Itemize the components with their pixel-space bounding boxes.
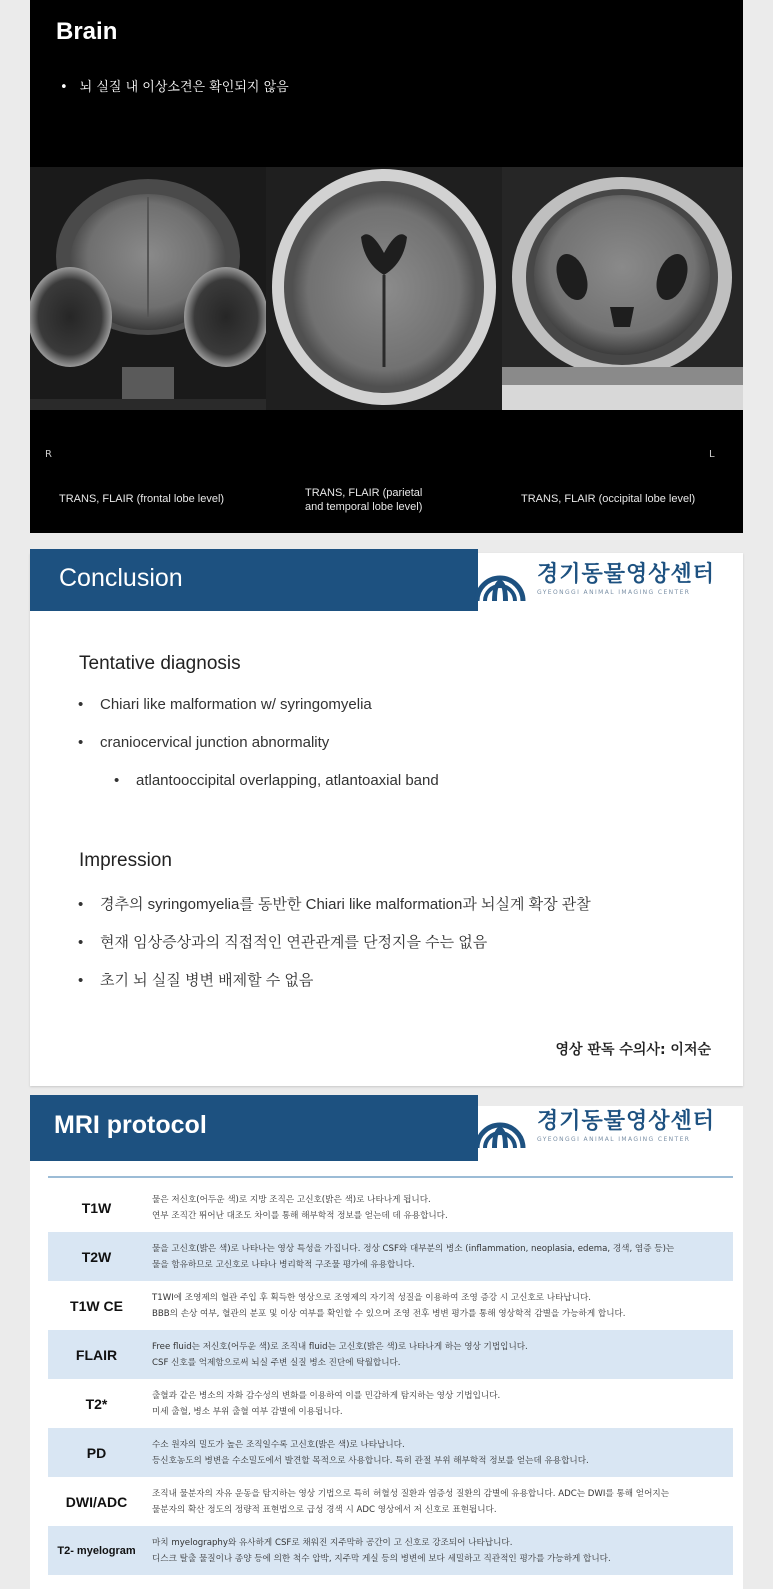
caption-occipital: TRANS, FLAIR (occipital lobe level): [521, 493, 696, 505]
impression-heading: Impression: [79, 850, 172, 871]
sequence-description: [145, 1437, 733, 1469]
conclusion-header-band: [30, 549, 478, 611]
mri-frontal-image: [30, 167, 266, 410]
impression-item-text: 초기 뇌 실질 병변 배제할 수 없음: [100, 972, 314, 989]
sequence-name: FLAIR: [75, 1346, 118, 1363]
protocol-header-band: [30, 1095, 478, 1161]
protocol-row-t2-myelogram: [48, 1526, 733, 1575]
description-line: 미세 출혈, 병소 부위 출혈 여부 감별에 이용됩니다.: [152, 1406, 343, 1417]
protocol-row-flair: [48, 1330, 733, 1379]
logo-english-name: GYEONGGI ANIMAL IMAGING CENTER: [536, 588, 691, 596]
description-line: BBB의 손상 여부, 혈관의 분포 및 이상 여부를 확인할 수 있으며 조영 전후 병변 평가를 통해 영상학적 감별을 가능하게 합니다.: [152, 1308, 626, 1319]
tentative-subitem: • atlantooccipital overlapping, atlantoaxial band: [114, 772, 439, 789]
description-line: 물을 고신호(밝은 색)로 나타나는 영상 특성을 가집니다. 정상 CSF와 대부분의 병소 (inflammation, neoplasia, edema, 경색, 염증 등)는: [152, 1243, 675, 1254]
description-line: T1WI에 조영제의 혈관 주입 후 획득한 영상으로 조영제의 자기적 성질을 이용하여 조영 증강 시 고신호로 나타납니다.: [152, 1292, 592, 1303]
sequence-name: T2W: [81, 1248, 112, 1265]
protocol-row-t2w: [48, 1232, 733, 1281]
sequence-description: [145, 1192, 733, 1224]
description-line: 물은 저신호(어두운 색)로 지방 조직은 고신호(밝은 색)로 나타나게 됩니다.: [152, 1194, 431, 1205]
tentative-item: • craniocervical junction abnormality: [78, 734, 330, 751]
logo-korean-name: 경기동물영상센터: [536, 1108, 715, 1134]
brain-slide: [30, 0, 743, 533]
center-logo: [473, 1102, 715, 1150]
description-line: 연부 조직간 뛰어난 대조도 차이를 통해 해부학적 정보를 얻는데 데 유용합니다.: [152, 1210, 448, 1221]
logo-korean-name: 경기동물영상센터: [536, 561, 715, 587]
sequence-description: [145, 1486, 733, 1518]
sequence-name: PD: [86, 1444, 107, 1461]
tentative-item: • Chiari like malformation w/ syringomyelia: [78, 696, 372, 713]
mri-parietal-image: [266, 167, 502, 410]
left-side-marker: L: [709, 449, 715, 460]
impression-item: • 경추의 syringomyelia를 동반한 Chiari like malformation과 뇌실계 확장 관찰: [78, 896, 591, 913]
protocol-row-t1w: [48, 1183, 733, 1232]
sequence-description: [145, 1290, 733, 1322]
mri-image-strip: [30, 167, 743, 410]
sequence-name: T2*: [85, 1395, 108, 1412]
bullet-text: 뇌 실질 내 이상소견은 확인되지 않음: [79, 80, 289, 95]
description-line: 출혈과 같은 병소의 자화 감수성의 변화를 이용하여 이를 민감하게 탐지하는 영상 기법입니다.: [152, 1390, 501, 1401]
tentative-diagnosis-heading: Tentative diagnosis: [79, 653, 241, 674]
protocol-row-dwi-adc: [48, 1477, 733, 1526]
mri-protocol-slide: [30, 1106, 743, 1589]
description-line: 수소 원자의 밀도가 높은 조직일수록 고신호(밝은 색)로 나타납니다.: [152, 1439, 405, 1450]
sequence-description: [145, 1339, 733, 1371]
description-line: 마치 myelography와 유사하게 CSF로 채워진 지주막하 공간이 고 신호로 강조되어 나타납니다.: [152, 1537, 513, 1548]
logo-mark-icon: [473, 1102, 527, 1150]
impression-item: • 현재 임상증상과의 직접적인 연관관계를 단정지을 수는 없음: [78, 934, 488, 951]
logo-text: [537, 563, 715, 596]
sequence-description: [145, 1241, 733, 1273]
bullet-item: [60, 76, 289, 95]
logo-text: [537, 1110, 715, 1143]
description-line: Free fluid는 저신호(어두운 색)로 조직내 fluid는 고신호(밝은 색)로 나타나게 하는 영상 기법입니다.: [152, 1341, 528, 1352]
caption-parietal-line2: and temporal lobe level): [305, 501, 423, 513]
protocol-row-t1w-ce: [48, 1281, 733, 1330]
description-line: 물분자의 확산 정도의 정량적 표현법으로 급성 경색 시 ADC 영상에서 저 신호로 표현됩니다.: [152, 1504, 497, 1515]
impression-item-text: 경추의 syringomyelia를 동반한 Chiari like malformation과 뇌실계 확장 관찰: [100, 896, 591, 913]
tentative-item-text: Chiari like malformation w/ syringomyelia: [100, 696, 372, 713]
protocol-divider: [48, 1176, 733, 1178]
impression-item-text: 현재 임상증상과의 직접적인 연관관계를 단정지을 수는 없음: [100, 934, 488, 951]
description-line: 등신호농도의 병변을 수소밀도에서 발견할 목적으로 사용합니다. 특히 관절 부위 해부학적 정보를 얻는데 유용합니다.: [152, 1455, 589, 1466]
center-logo: [473, 555, 715, 603]
bullet-dot: •: [60, 80, 68, 95]
protocol-row-pd: [48, 1428, 733, 1477]
protocol-header: MRI protocol: [54, 1111, 207, 1139]
description-line: 디스크 탈출 물질이나 종양 등에 의한 척수 압박, 지주막 게실 등의 병변에 보다 세밀하고 직관적인 평가를 가능하게 합니다.: [152, 1553, 611, 1564]
impression-item: • 초기 뇌 실질 병변 배제할 수 없음: [78, 972, 314, 989]
signing-veterinarian: 영상 판독 수의사: 이저순: [555, 1042, 711, 1058]
sequence-name: T1W CE: [70, 1297, 123, 1314]
conclusion-header: Conclusion: [59, 564, 183, 592]
mri-occipital-image: [502, 167, 743, 410]
right-side-marker: R: [45, 449, 52, 460]
description-line: 조직내 물분자의 자유 운동을 탐지하는 영상 기법으로 특히 허혈성 질환과 염증성 질환의 감별에 유용합니다. ADC는 DWI를 통해 얻어지는: [152, 1488, 669, 1499]
logo-english-name: GYEONGGI ANIMAL IMAGING CENTER: [536, 1135, 691, 1143]
tentative-subitem-text: atlantooccipital overlapping, atlantoaxial band: [136, 772, 439, 789]
sequence-name: T2- myelogram: [57, 1544, 136, 1557]
description-line: 물을 함유하므로 고신호로 나타나 병리학적 구조물 평가에 유용합니다.: [152, 1259, 415, 1270]
sequence-name: T1W: [81, 1199, 112, 1216]
sequence-name: DWI/ADC: [65, 1493, 128, 1510]
caption-parietal-line1: TRANS, FLAIR (parietal: [305, 487, 423, 499]
sequence-description: [145, 1388, 733, 1420]
protocol-table: [48, 1183, 733, 1575]
tentative-item-text: craniocervical junction abnormality: [100, 734, 330, 751]
sequence-description: [145, 1535, 733, 1567]
protocol-row-t2star: [48, 1379, 733, 1428]
description-line: CSF 신호를 억제함으로써 뇌실 주변 실질 병소 진단에 탁월합니다.: [152, 1357, 401, 1368]
caption-frontal: TRANS, FLAIR (frontal lobe level): [59, 493, 225, 505]
slide-title: Brain: [56, 18, 118, 45]
logo-mark-icon: [473, 555, 527, 603]
conclusion-slide: [30, 553, 743, 1086]
